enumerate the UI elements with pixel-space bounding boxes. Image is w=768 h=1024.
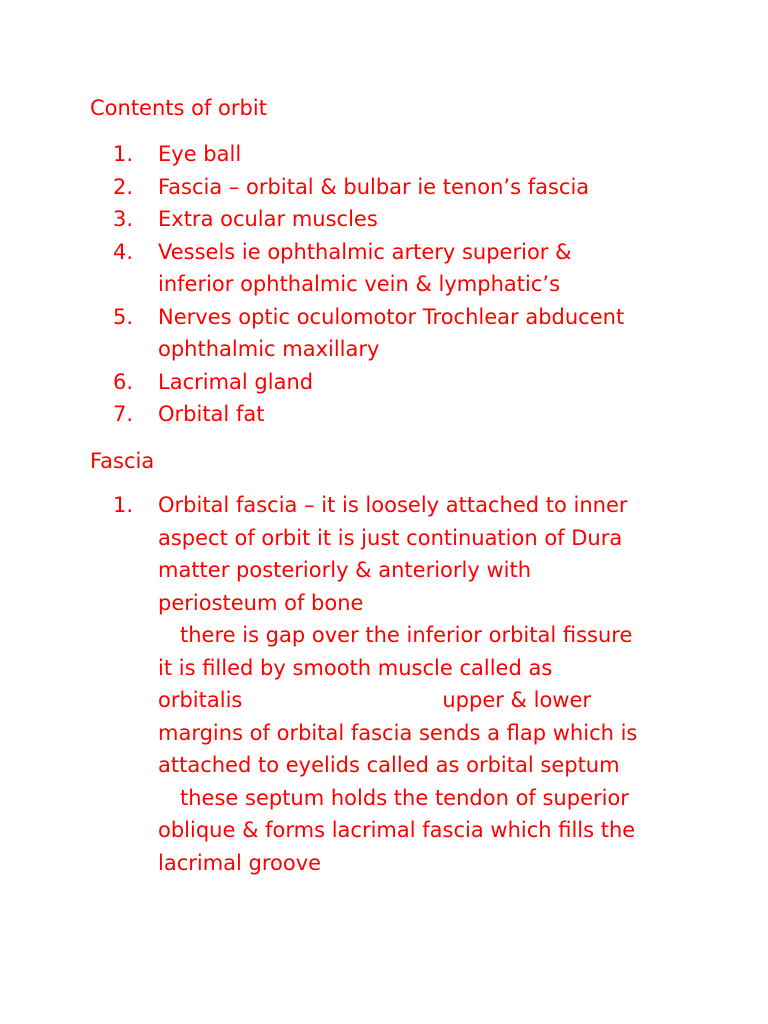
text-line: inferior ophthalmic vein & lymphatic’s bbox=[158, 272, 561, 296]
list-item-text bbox=[158, 236, 750, 301]
list-number: 5. bbox=[113, 304, 134, 329]
text-line: periosteum of bone bbox=[158, 590, 364, 615]
list-item-text: Orbital fat bbox=[158, 402, 265, 426]
heading-fascia: Fascia bbox=[90, 449, 155, 473]
list-item-text bbox=[158, 489, 750, 879]
text-line: matter posteriorly & anteriorly with bbox=[158, 558, 532, 582]
list-number: 2. bbox=[113, 174, 134, 199]
list-item bbox=[90, 366, 750, 399]
text-line: ophthalmic maxillary bbox=[158, 337, 380, 361]
list-item-text bbox=[158, 301, 750, 366]
text-fragment: upper & lower bbox=[442, 688, 592, 712]
text-line bbox=[158, 684, 750, 717]
text-fragment: orbitalis bbox=[158, 688, 243, 712]
list-item-text: Lacrimal gland bbox=[158, 369, 314, 394]
text-line: oblique & forms lacrimal fascia which fills the bbox=[158, 818, 636, 842]
list-item-text: Extra ocular muscles bbox=[158, 207, 378, 231]
text-line: Vessels ie ophthalmic artery superior & bbox=[158, 239, 572, 264]
list-number: 7. bbox=[113, 402, 134, 426]
list-number: 1. bbox=[113, 493, 134, 517]
list-number: 1. bbox=[113, 142, 134, 166]
list-number: 6. bbox=[113, 369, 134, 394]
text-line: it is filled by smooth muscle called as bbox=[158, 655, 553, 680]
text-line: attached to eyelids called as orbital septum bbox=[158, 753, 620, 777]
list-number: 4. bbox=[113, 239, 134, 264]
text-line: Orbital fascia – it is loosely attached to inner bbox=[158, 493, 628, 517]
text-line: Nerves optic oculomotor Trochlear abducent bbox=[158, 304, 625, 329]
list-number: 3. bbox=[113, 207, 134, 231]
list-item bbox=[90, 171, 750, 204]
list-item bbox=[90, 203, 750, 236]
list-item-text: Fascia – orbital & bulbar ie tenon’s fascia bbox=[158, 174, 590, 199]
list-item bbox=[90, 301, 750, 366]
list-item-text: Eye ball bbox=[158, 142, 242, 166]
list-item bbox=[90, 489, 750, 879]
contents-list bbox=[90, 138, 750, 431]
text-line: margins of orbital fascia sends a flap which is bbox=[158, 720, 638, 745]
heading-contents-of-orbit: Contents of orbit bbox=[90, 96, 267, 120]
list-item bbox=[90, 138, 750, 171]
text-line: lacrimal groove bbox=[158, 850, 322, 875]
text-line: these septum holds the tendon of superior bbox=[180, 785, 629, 810]
text-line: aspect of orbit it is just continuation of Dura bbox=[158, 525, 623, 550]
list-item bbox=[90, 398, 750, 431]
text-line: there is gap over the inferior orbital fissure bbox=[180, 623, 633, 647]
list-item bbox=[90, 236, 750, 301]
fascia-list bbox=[90, 489, 750, 879]
